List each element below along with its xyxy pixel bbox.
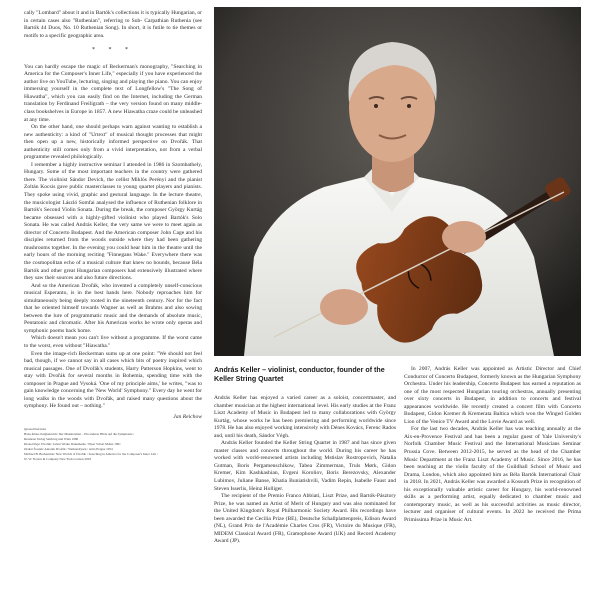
reference-item: Klaus Döge: Dvořák: Leben Werke Dokumente / Piper Schott Mainz 1991 bbox=[24, 442, 121, 447]
references-heading: Quoted literature bbox=[24, 427, 47, 432]
biography-left-column bbox=[214, 395, 396, 546]
section-divider: * * * bbox=[92, 47, 134, 54]
intro-line: Hungarian, or in certain cases also "Ruthenian", referring to Sub- bbox=[24, 10, 202, 24]
author-signature: Jan Reichow bbox=[173, 413, 202, 420]
intro-line: short, it is futile to tie themes or motifs to a specific geographic area. bbox=[24, 25, 202, 39]
bio-paragraph: For the last two decades, András Keller has was teaching annually at the Aix-en-Provence Festival and has been a regular guest of Yale University's Norfolk Chamber Music Festival and the International Musicians Seminar Prussia Cove. Between 2012-2015, he served as the head of the Chamber Music Department at the Franz Liszt Academy of Music. Since 2016, he has been teaching at the violin faculty of the Guildhall School of Music and Drama, London, which also appointed him as Béla Bartók International Chair in 2018. In 2021, András Keller was awarded a Kossuth Prize in recognition of his exceptionally valuable artistic career for Hungary, his world-renowned skills as a performing artist, equally dedicated to chamber music and contemporary music, as well as his successful activities as music director, lecturer and organiser of cultural events. In 2022 he received the Prima Primissima Prize in Music Art. bbox=[404, 426, 581, 523]
portrait-photo bbox=[214, 7, 581, 356]
essay-paragraph: Even the image-rich Beckerman sums up at one point: "We should not feel bad, though, if we cannot say in all cases which bits of poetry inspired which musical passages. One of Dvořák's students, Harry Patterson Hopkins, went to stay with Dvořák for several months in Bohemia, spending time with the composer in Prague and Vysoká. 'One of my principle aims,' he writes, "was to gain knowledge concerning the 'New World' Symphony." Every day he went for long walks in the woods with Dvořák, and raised many questions about the symphony. He found out – nothing." bbox=[24, 350, 202, 410]
essay-paragraph: Which doesn't mean you can't live without a programme. If the worst came to the worst, even without "Hiawatha." bbox=[24, 335, 202, 349]
essay-paragraph: On the other hand, one should perhaps warn against wanting to establish a new authenticity: a kind of "Urtext" of musical thought processes that might then open up a new, historically informed perspective on Dvořák. That authenticity still comes only from a vivid interpretation, not from a verbal programme revealed philologically. bbox=[24, 124, 202, 161]
bio-paragraph: The recipient of the Premio Franco Abbiati, Liszt Prize, and Bartók-Pásztory Prize, he was named an Artist of Merit of Hungary and was also nominated for the United Kingdom's Royal Philharmonic Society Award. His recordings have been awarded the Cecilia Prize (BE), Deutsche Schallplattenpreis, Edison Award (NL), Grand Prix de l'Académie Charles Cros (FR), Victoire du Musique (FR), MIDEM Classical Award (FR), Gramophone Award (UK) and Record Academy Award (JP). bbox=[214, 493, 396, 545]
bio-paragraph: In 2007, András Keller was appointed as Artistic Director and Chief Conductor of Concerto Budapest, formerly known as the Hungarian Symphony Orchestra. Under his leadership, Concerto Budapest has earned a reputation as one of the most respected Hungarian touring orchestras, annually presenting over sixty concerts in Budapest, in addition to concerts and festival appearances worldwide. He recently created a concert film with Concerto Budapest, Gidon Kremer & Kremerata Baltica which won the Winged Golden Lion of the Venice TV Award and the Lovie Award as well. bbox=[404, 366, 581, 425]
reference-item: Michael B. Beckerman: New Worlds of Dvořák / Searching in America for the Composer's Inner Life / bbox=[24, 452, 158, 457]
bio-paragraph: András Keller founded the Keller String Quartet in 1987 and has since given master classes and concerts throughout the world. During his career he has worked with world-renowned artists including Mstislav Rostropovich, Natalia Gutman, Boris Pergamenschikow, Tabea Zimmerman, Truls Mørk, Gidon Kremer, Kim Kashkashian, Evgeni Koroliov, Boris Berezovsky, Alexander Lubimov, Juliane Banse, Khatia Buniatishvili, Vadim Repin, Isabelle Faust and Steven Isserlis, Heinz Holliger. bbox=[214, 440, 396, 492]
photo-caption: András Keller – violinist, conductor, founder of the Keller String Quartet bbox=[214, 366, 385, 383]
reference-item: W. W. Norton & Company New York London 2003 bbox=[24, 457, 91, 462]
references bbox=[24, 427, 202, 462]
reference-item: Hans-Klaus Jungheinrich: Der Musikroman – Ein anderer Blick auf die Symphonie / bbox=[24, 432, 135, 437]
essay-paragraph: You can hardly escape the magic of Beckerman's monography, "Searching in America for the Composer's Inner Life," especially if you have experienced the author live on YouTube, lecturing, singing and playing the piano. You can enjoy immersing yourself in the complete text of Longfellow's "The Song of Hiawatha", which you can easily find on the Internet, including the German translation by Ferdinand Freiligrath – the very version found on many middle-class bookshelves in Europe in 1857. A new Hiawatha craze could be unleashed at any time. bbox=[24, 63, 202, 123]
portrait-with-violin-icon bbox=[214, 7, 581, 356]
essay-paragraph: I remember a highly instructive seminar I attended in 1986 in Szombathely, Hungary. Some of the most important teachers in the country were gathered there. The violinist Sándor Devich, the cellist Miklós Perényi and the pianist Zoltán Kocsis gave public masterclasses to young quartet players and pianists. They spoke using vivid, graphic and gestural language. In the lecture theatre, the musicologist László Somfai analysed the influence of Ruthenian folklore in Bartók's Second Violin Sonata. During the break, the composer György Kurtág became obsessed with a highly-gifted violinist who played Bartók's Solo Sonata. He was called András Keller, the very same we were to meet again as director of Concerto Budapest. And the American composer John Cage and his disciples returned from the woods outside where they had been gathering mushrooms together. In the evening you could hear him in the theatre until the early hours of the morning reciting "Finnegans Wake." Everywhere there was the cosmopolitan echo of a musical culture that knew no bounds, because Béla Bartók and other great Hungarian composers had extensively illustrated where they saw their sources and also future directions. bbox=[24, 161, 202, 282]
essay-column bbox=[24, 10, 202, 462]
intro-line: Carpathian Ruthenia (see Bartók 44 Duos, No. 10 Ruthenian Song). In bbox=[24, 17, 202, 32]
bio-paragraph: András Keller has enjoyed a varied career as a soloist, concertmaster, and chamber musician at the highest international level. His early studies at the Franz Liszt Academy of Music in Budapest led to many collaborations with György Kurtág, whose works he has been premiering and performing worldwide since 1978. He has also enjoyed working intensively with Dénes Kovács, Ferenc Rados and, until his death, Sándor Végh. bbox=[214, 395, 396, 439]
intro-line: cally "Lombard" about it and in Bartók's collections it is typically bbox=[24, 10, 170, 16]
biography-right-column bbox=[404, 366, 581, 524]
reference-item: Residenz Verlag Salzburg und Wien 1986 bbox=[24, 437, 79, 442]
essay-intro bbox=[24, 10, 202, 40]
reference-item: Otakar Šourek: Antonín Dvořák / Werkanalysen / Artia Prague 1954 bbox=[24, 447, 113, 452]
essay-paragraph: And so the American Dvořák, who invented a completely unself-conscious musical Esperanto, is in the best hands here. Nobody reproaches him for simultaneously being deeply rooted in the nineteenth century. Nor for the fact that he oriented himself towards Wagner as well as Brahms and also sowing between the lure of programmatic music and the demands of absolute music, Pentatonic and chromatic. After his American works he wrote only operas and symphonic poems back home. bbox=[24, 282, 202, 334]
